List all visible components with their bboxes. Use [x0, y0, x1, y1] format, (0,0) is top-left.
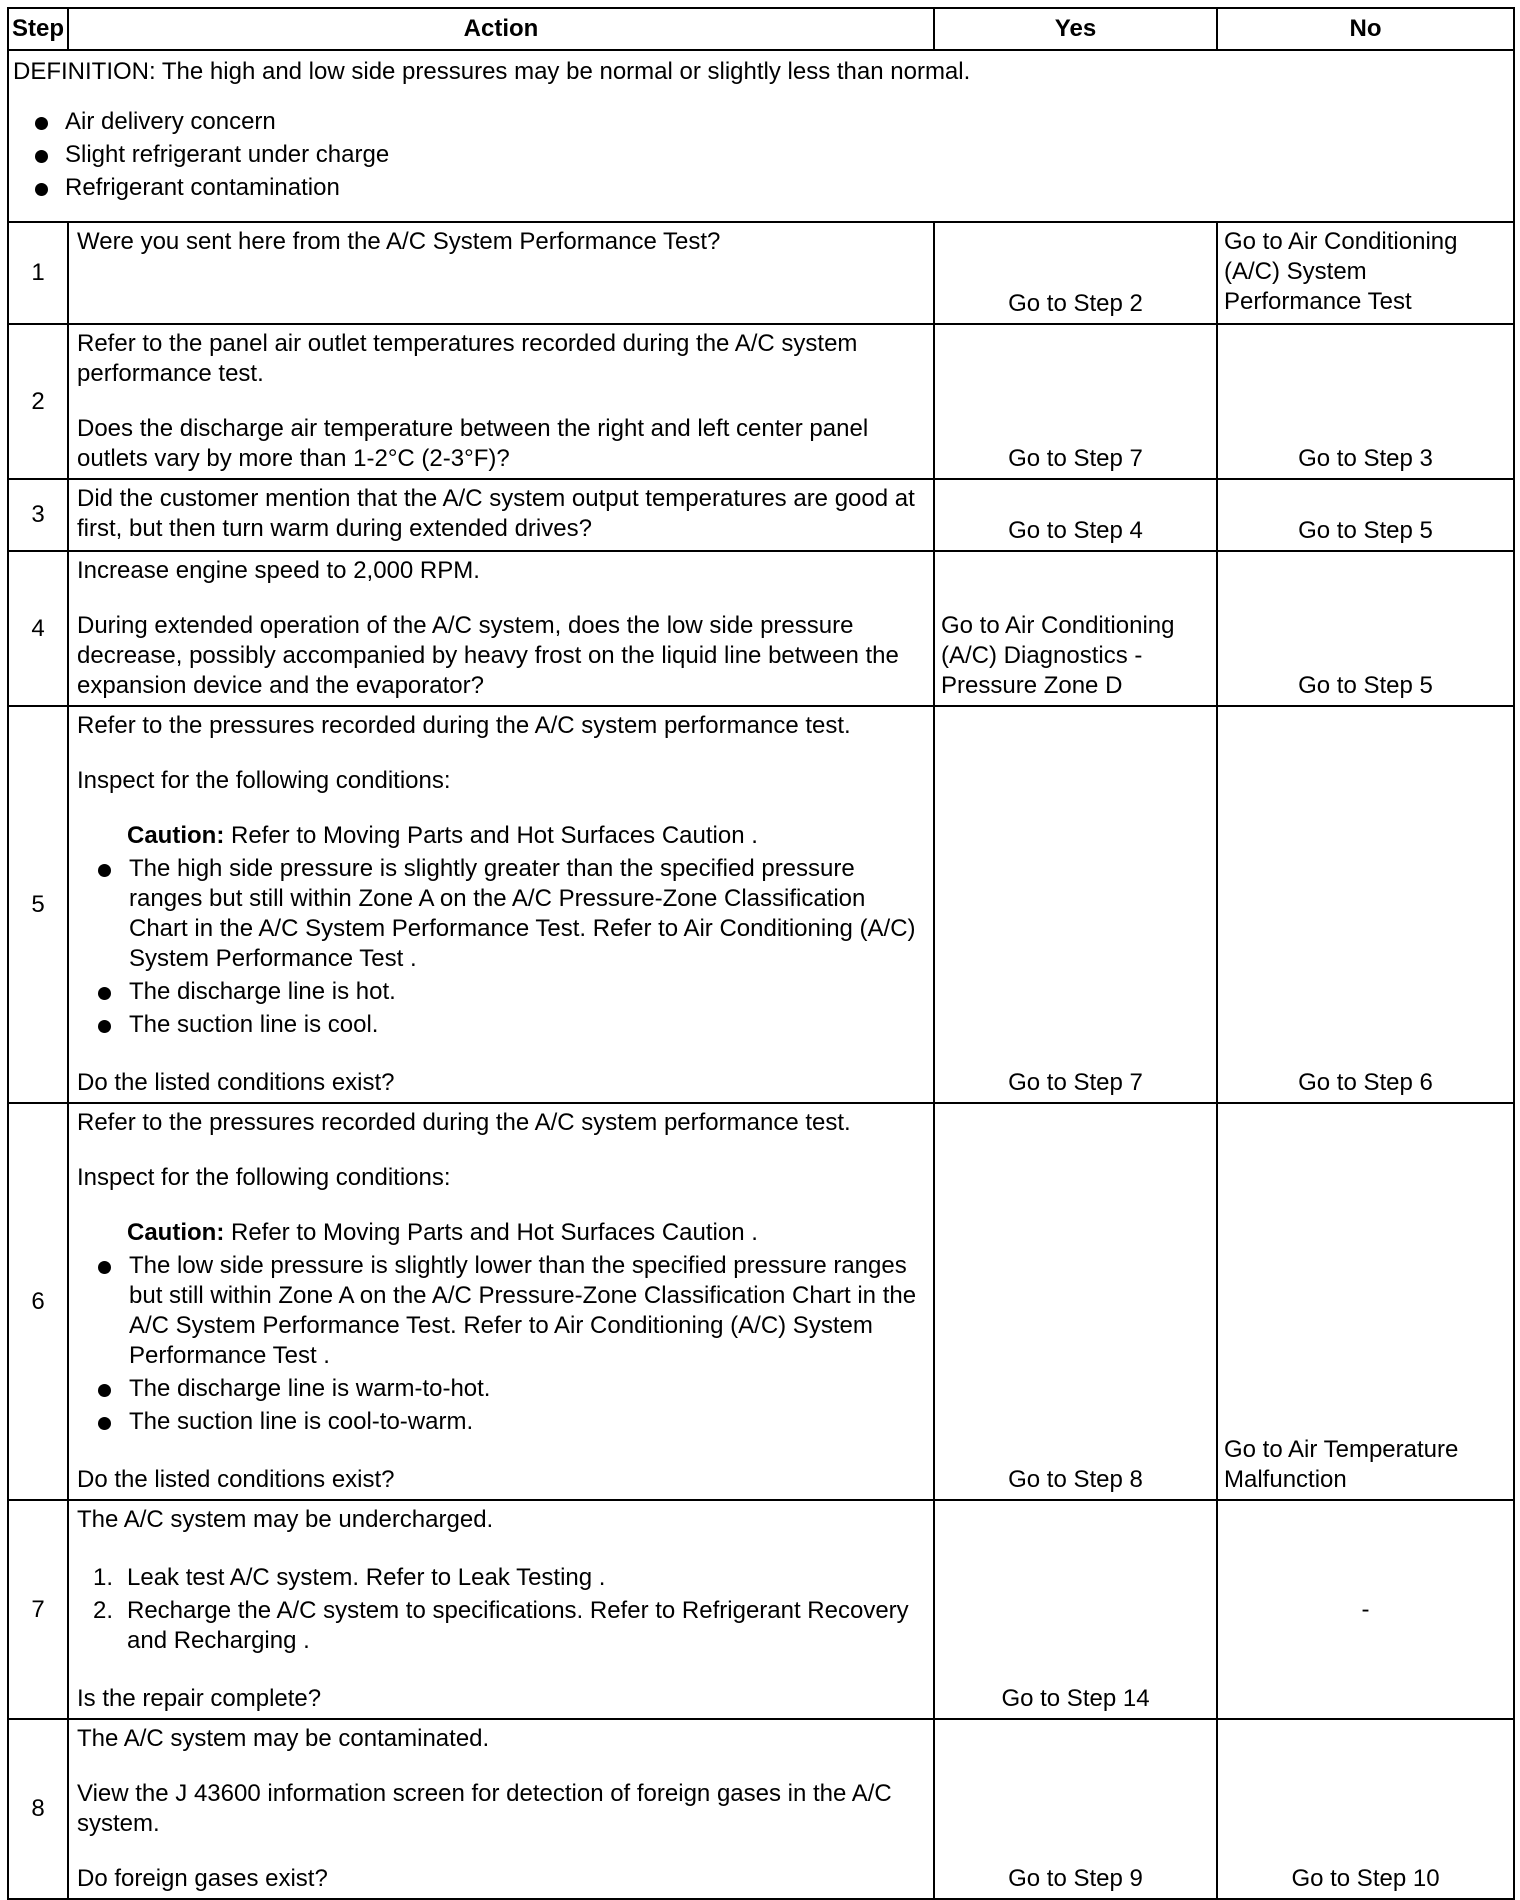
header-no: No — [1217, 8, 1514, 50]
yes-action: Go to Air Conditioning (A/C) Diagnostics - Pressure Zone D — [934, 551, 1217, 706]
no-action: - — [1217, 1500, 1514, 1719]
table-row — [8, 324, 1514, 479]
yes-action: Go to Step 4 — [934, 479, 1217, 551]
definition-row — [8, 50, 1514, 222]
caution-label: Caution: — [127, 822, 225, 849]
list-item: The discharge line is hot. — [77, 977, 925, 1007]
step-question: Did the customer mention that the A/C system output temperatures are good at first, but then turn warm during extended drives? — [77, 485, 915, 542]
step-question: Does the discharge air temperature between the right and left center panel outlets vary by more than 1-2°C (2-3°F)? — [77, 415, 869, 472]
conditions-list — [77, 854, 925, 1040]
repair-steps-list — [77, 1563, 925, 1656]
step-question: Were you sent here from the A/C System Performance Test? — [77, 228, 721, 255]
header-step: Step — [8, 8, 68, 50]
table-row — [8, 1103, 1514, 1500]
list-item: The discharge line is warm-to-hot. — [77, 1374, 925, 1404]
step-number: 7 — [8, 1500, 68, 1719]
no-action: Go to Air Conditioning (A/C) System Performance Test — [1217, 222, 1514, 324]
caution-note — [77, 1218, 925, 1248]
diagnostic-table — [7, 7, 1515, 1900]
table-row — [8, 222, 1514, 324]
step-intro: Refer to the pressures recorded during the A/C system performance test. — [77, 712, 851, 739]
list-item: Air delivery concern — [13, 107, 1509, 137]
step-number: 3 — [8, 479, 68, 551]
inspect-text: Inspect for the following conditions: — [77, 1164, 451, 1191]
yes-action: Go to Step 9 — [934, 1719, 1217, 1899]
step-body: View the J 43600 information screen for detection of foreign gases in the A/C system. — [77, 1780, 892, 1837]
table-row — [8, 1719, 1514, 1899]
header-yes: Yes — [934, 8, 1217, 50]
list-item: 1. Leak test A/C system. Refer to Leak Testing . — [93, 1564, 606, 1591]
yes-action: Go to Step 7 — [934, 324, 1217, 479]
step-question: During extended operation of the A/C system, does the low side pressure decrease, possibly accompanied by heavy frost on the liquid line between the expansion device and the evaporator? — [77, 612, 899, 699]
step-number: 4 — [8, 551, 68, 706]
step-question: Do foreign gases exist? — [77, 1865, 328, 1892]
list-item: The high side pressure is slightly greater than the specified pressure ranges but still within Zone A on the A/C Pressure-Zone Classification Chart in the A/C System Performance Test. Refer to Air Conditioning (A/C) System Performance Test . — [77, 854, 925, 974]
yes-action: Go to Step 8 — [934, 1103, 1217, 1500]
table-row — [8, 706, 1514, 1103]
step-intro: The A/C system may be undercharged. — [77, 1506, 494, 1533]
header-row — [8, 8, 1514, 50]
definition-text: DEFINITION: The high and low side pressures may be normal or slightly less than normal. — [13, 58, 971, 85]
definition-list — [13, 107, 1509, 203]
step-question: Do the listed conditions exist? — [77, 1466, 395, 1493]
step-question: Is the repair complete? — [77, 1685, 322, 1712]
step-intro: Refer to the panel air outlet temperatures recorded during the A/C system performance test. — [77, 330, 858, 387]
caution-text: Refer to Moving Parts and Hot Surfaces Caution . — [224, 1219, 758, 1246]
step-number: 8 — [8, 1719, 68, 1899]
yes-action: Go to Step 2 — [934, 222, 1217, 324]
header-action: Action — [68, 8, 934, 50]
step-number: 2 — [8, 324, 68, 479]
caution-text: Refer to Moving Parts and Hot Surfaces Caution . — [224, 822, 758, 849]
list-item: 2. Recharge the A/C system to specifications. Refer to Refrigerant Recovery and Recharging . — [93, 1597, 909, 1654]
table-row — [8, 551, 1514, 706]
step-intro: The A/C system may be contaminated. — [77, 1725, 490, 1752]
no-action: Go to Step 5 — [1217, 551, 1514, 706]
yes-action: Go to Step 14 — [934, 1500, 1217, 1719]
step-number: 1 — [8, 222, 68, 324]
step-question: Do the listed conditions exist? — [77, 1069, 395, 1096]
no-action: Go to Step 3 — [1217, 324, 1514, 479]
caution-note — [77, 821, 925, 851]
table-row — [8, 1500, 1514, 1719]
no-action: Go to Step 6 — [1217, 706, 1514, 1103]
step-number: 6 — [8, 1103, 68, 1500]
no-action: Go to Air Temperature Malfunction — [1217, 1103, 1514, 1500]
caution-label: Caution: — [127, 1219, 225, 1246]
list-item: The low side pressure is slightly lower than the specified pressure ranges but still within Zone A on the A/C Pressure-Zone Classification Chart in the A/C System Performance Test. Refer to Air Conditioning (A/C) System Performance Test . — [77, 1251, 925, 1371]
list-item: The suction line is cool. — [77, 1010, 925, 1040]
list-item: The suction line is cool-to-warm. — [77, 1407, 925, 1437]
table-row — [8, 479, 1514, 551]
conditions-list — [77, 1251, 925, 1437]
list-item: Slight refrigerant under charge — [13, 140, 1509, 170]
yes-action: Go to Step 7 — [934, 706, 1217, 1103]
list-item: Refrigerant contamination — [13, 173, 1509, 203]
no-action: Go to Step 5 — [1217, 479, 1514, 551]
step-intro: Refer to the pressures recorded during the A/C system performance test. — [77, 1109, 851, 1136]
inspect-text: Inspect for the following conditions: — [77, 767, 451, 794]
step-number: 5 — [8, 706, 68, 1103]
step-intro: Increase engine speed to 2,000 RPM. — [77, 557, 480, 584]
no-action: Go to Step 10 — [1217, 1719, 1514, 1899]
